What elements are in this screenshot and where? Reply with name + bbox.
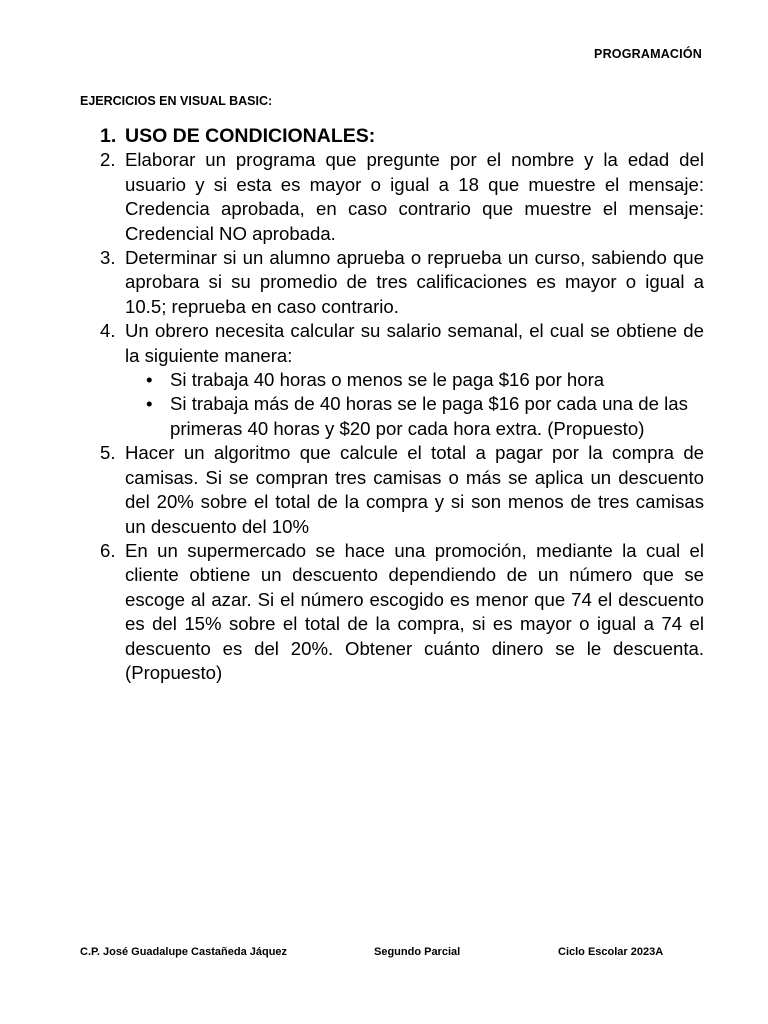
page-header-title: PROGRAMACIÓN (594, 47, 702, 61)
bullet-item (125, 392, 704, 441)
bullet-dot-icon: • (146, 369, 153, 391)
exercise-item-6 (100, 539, 704, 685)
bullet-dot-icon: • (146, 393, 153, 415)
exercise-item-4 (100, 319, 704, 441)
exercise-text: En un supermercado se hace una promoción, mediante la cual el cliente obtiene un descuento dependiendo de un número que se escoge al azar. Si el número escogido es menor que 74 el descuento es del 15% sobre el total de la compra, si es mayor o igual a 74 el descuento es del 20%. Obtener cuánto dinero se le descuenta. (Propuesto) (125, 539, 704, 683)
footer-school-cycle: Ciclo Escolar 2023A (558, 946, 664, 958)
exercise-text: Determinar si un alumno aprueba o reprueba un curso, sabiendo que aprobara si su promedio de tres calificaciones es mayor o igual a 10.5; reprueba en caso contrario. (125, 247, 704, 317)
exercise-text: USO DE CONDICIONALES: (125, 125, 376, 147)
exercise-number: 5. (100, 442, 116, 464)
exercise-text: Hacer un algoritmo que calcule el total a pagar por la compra de camisas. Si se compran tres camisas o más se aplica un descuento del 20% sobre el total de la compra y si son menos de tres camisas un descuento del 10% (125, 442, 704, 537)
bullet-list (125, 368, 704, 441)
exercise-item-3 (100, 246, 704, 319)
exercise-text: Elaborar un programa que pregunte por el nombre y la edad del usuario y si esta es mayor o igual a 18 que muestre el mensaje: Credencia aprobada, en caso contrario que muestre el mensaje: Credencial NO aprobada. (125, 149, 704, 244)
exercise-text: Un obrero necesita calcular su salario semanal, el cual se obtiene de la siguiente manera: (125, 320, 704, 366)
exercise-number: 1. (100, 125, 117, 147)
bullet-text: Si trabaja más de 40 horas se le paga $16 por cada una de las primeras 40 horas y $20 por cada hora extra. (Propuesto) (170, 393, 688, 439)
bullet-item (125, 368, 704, 392)
exercise-item-5 (100, 441, 704, 539)
exercise-number: 4. (100, 320, 116, 342)
exercise-item-1 (100, 124, 704, 148)
exercise-number: 2. (100, 149, 116, 171)
exercise-number: 6. (100, 539, 116, 561)
footer-term: Segundo Parcial (374, 946, 461, 958)
exercise-item-2 (100, 148, 704, 246)
footer-author: C.P. José Guadalupe Castañeda Jáquez (80, 946, 288, 958)
exercise-list (100, 124, 704, 685)
exercise-number: 3. (100, 247, 116, 269)
bullet-text: Si trabaja 40 horas o menos se le paga $16 por hora (170, 369, 605, 391)
section-heading: EJERCICIOS EN VISUAL BASIC: (80, 94, 273, 108)
